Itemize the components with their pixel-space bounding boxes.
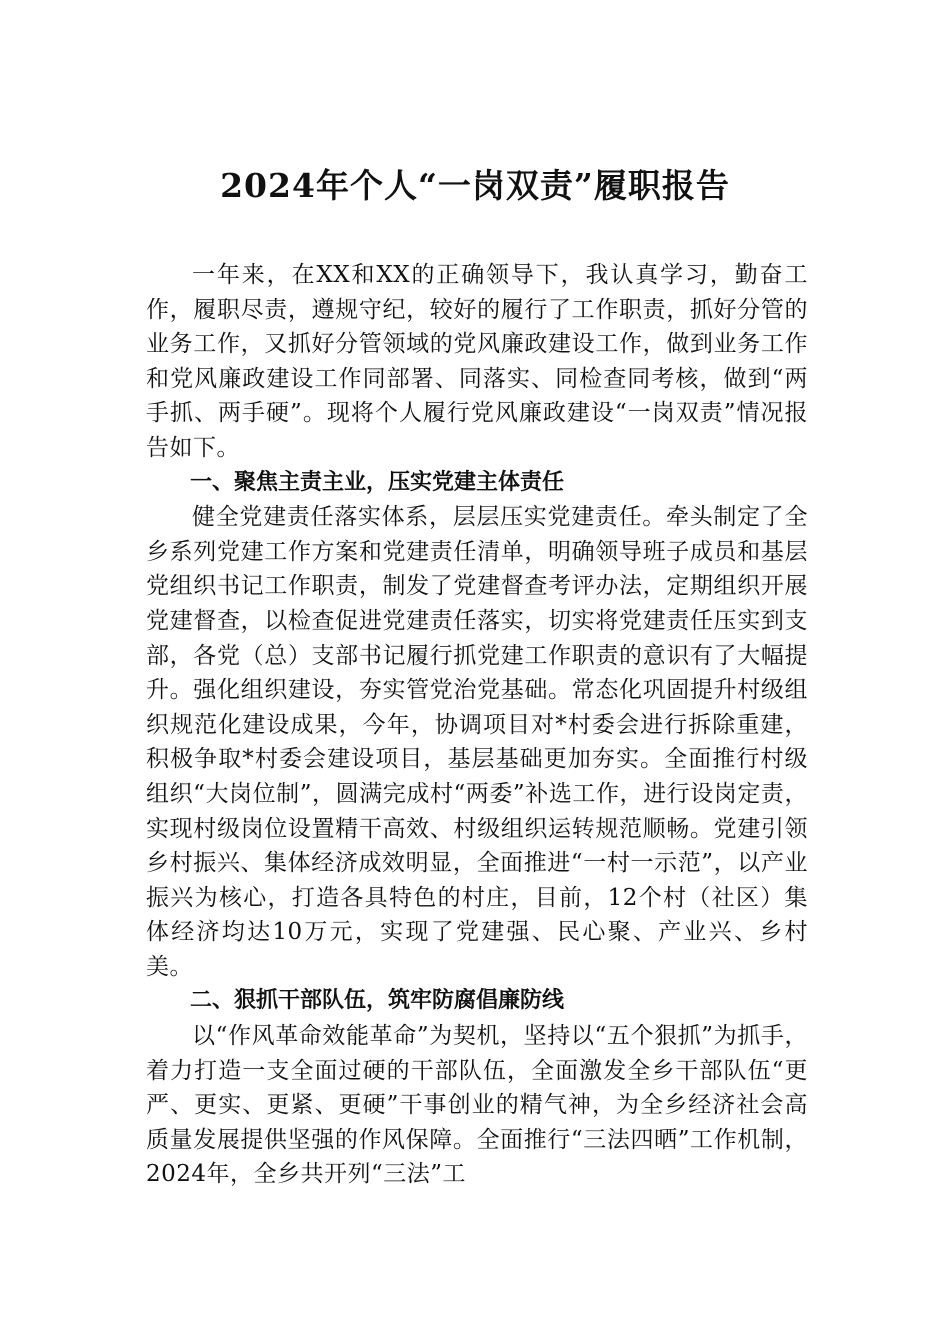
section-paragraph-2: 以“作风革命效能革命”为契机，坚持以“五个狠抓”为抓手，着力打造一支全面过硬的干部队伍，全面激发全乡干部队伍“更严、更实、更紧、更硬”干事创业的精气神，为全乡经济社会高质量发展提供坚强的作风保障。全面推行“三法四晒”工作机制，2024年，全乡共开列“三法”工 xyxy=(146,1023,808,1188)
section-paragraph-1: 健全党建责任落实体系，层层压实党建责任。牵头制定了全乡系列党建工作方案和党建责任清单，明确领导班子成员和基层党组织书记工作职责，制发了党建督查考评办法，定期组织开展党建督查，以检查促进党建责任落实，切实将党建责任压实到支部，各党（总）支部书记履行抓党建工作职责的意识有了大幅提升。强化组织建设，夯实管党治党基础。常态化巩固提升村级组织规范化建设成果，今年，协调项目对*村委会进行拆除重建，积极争取*村委会建设项目，基层基础更加夯实。全面推行村级组织“大岗位制”，圆满完成村“两委”补选工作，进行设岗定责，实现村级岗位设置精干高效、村级组织运转规范顺畅。党建引领乡村振兴、集体经济成效明显，全面推进“一村一示范”，以产业振兴为核心，打造各具特色的村庄，目前，12个村（社区）集体经济均达10万元，实现了党建强、民心聚、产业兴、乡村美。 xyxy=(146,504,808,980)
document-title: 2024年个人“一岗双责”履职报告 xyxy=(220,166,730,205)
section-heading-2: 二、狠抓干部队伍，筑牢防腐倡廉防线 xyxy=(190,988,565,1014)
section-heading-1: 一、聚焦主责主业，压实党建主体责任 xyxy=(190,469,565,495)
document-body xyxy=(146,258,808,1192)
intro-paragraph: 一年来，在XX和XX的正确领导下，我认真学习，勤奋工作，履职尽责，遵规守纪，较好的履行了工作职责，抓好分管的业务工作，又抓好分管领域的党风廉政建设工作，做到业务工作和党风廉政建设工作同部署、同落实、同检查同考核，做到“两手抓、两手硬”。现将个人履行党风廉政建设“一岗双责”情况报告如下。 xyxy=(146,262,808,461)
